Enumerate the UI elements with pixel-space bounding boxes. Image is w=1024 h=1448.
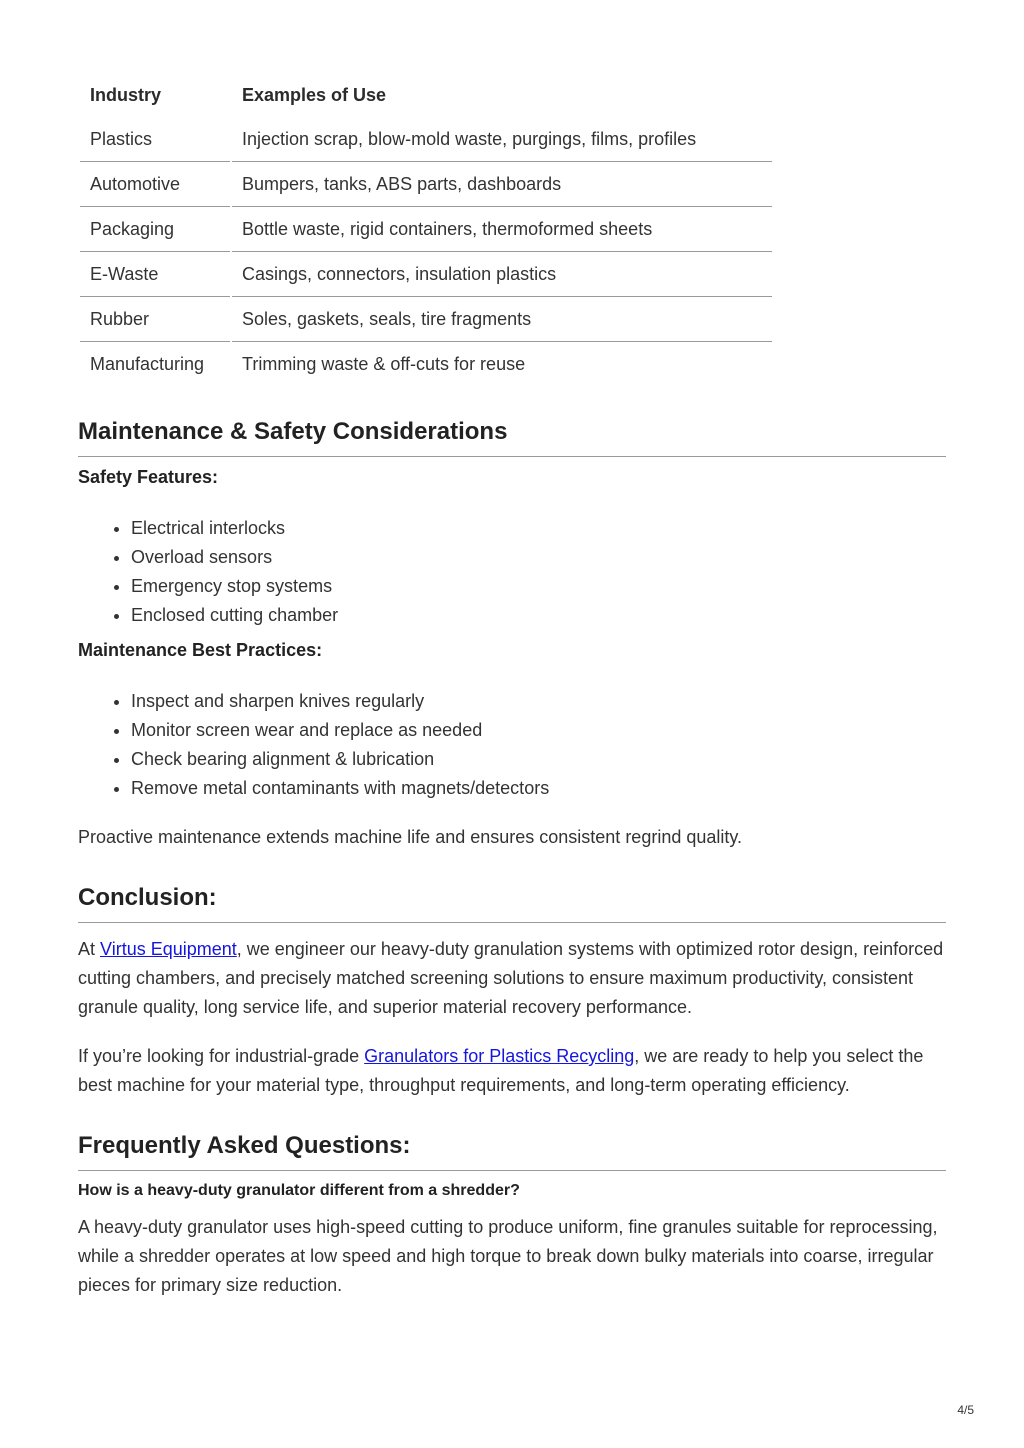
industry-examples-table — [78, 73, 774, 386]
section-heading-faq: Frequently Asked Questions: — [78, 1132, 946, 1171]
faq-answer-1: A heavy-duty granulator uses high-speed cutting to produce uniform, fine granules suitable for reprocessing, while a shredder operates at low speed and high torque to break down bulky materials into coarse, irregular pieces for primary size reduction. — [78, 1217, 938, 1295]
faq-question-1: How is a heavy-duty granulator different from a shredder? — [78, 1182, 520, 1199]
paragraph-text: At — [78, 939, 101, 959]
table-cell-examples: Bottle waste, rigid containers, thermoformed sheets — [232, 207, 772, 252]
table-cell-industry: Automotive — [80, 162, 230, 207]
maintenance-closing-paragraph: Proactive maintenance extends machine life and ensures consistent regrind quality. — [78, 827, 743, 847]
virtus-equipment-link[interactable]: Virtus Equipment — [100, 939, 237, 959]
paragraph-text: If you’re looking for industrial-grade — [78, 1046, 365, 1066]
granulators-plastics-recycling-link[interactable]: Granulators for Plastics Recycling — [364, 1046, 635, 1066]
list-item: • Check bearing alignment & lubrication — [131, 745, 946, 774]
page-number-indicator: 4/5 — [957, 1403, 974, 1417]
list-item: • Inspect and sharpen knives regularly — [131, 687, 946, 716]
conclusion-paragraph-1 — [78, 935, 946, 1022]
maintenance-practices-label: Maintenance Best Practices: — [78, 640, 323, 660]
table-cell-industry: Plastics — [80, 117, 230, 162]
table-header-industry: Industry — [90, 85, 162, 105]
list-item: • Enclosed cutting chamber — [131, 601, 946, 630]
table-row — [80, 342, 772, 386]
conclusion-paragraph-2 — [78, 1042, 946, 1100]
section-heading-maintenance-safety: Maintenance & Safety Considerations — [78, 418, 946, 457]
table-cell-industry: Rubber — [80, 297, 230, 342]
list-item: • Monitor screen wear and replace as needed — [131, 716, 946, 745]
table-cell-examples: Injection scrap, blow-mold waste, purgings, films, profiles — [232, 117, 772, 162]
table-row — [80, 297, 772, 342]
list-item: • Electrical interlocks — [131, 514, 946, 543]
table-cell-industry: Manufacturing — [90, 354, 205, 374]
safety-features-label: Safety Features: — [78, 467, 219, 487]
table-cell-examples: Casings, connectors, insulation plastics — [232, 252, 772, 297]
safety-features-list — [78, 514, 946, 630]
maintenance-practices-list — [78, 687, 946, 803]
table-cell-examples: Trimming waste & off-cuts for reuse — [242, 354, 526, 374]
table-cell-industry: Packaging — [80, 207, 230, 252]
section-heading-conclusion: Conclusion: — [78, 884, 946, 923]
table-cell-examples: Soles, gaskets, seals, tire fragments — [232, 297, 772, 342]
table-cell-industry: E-Waste — [80, 252, 230, 297]
table-cell-examples: Bumpers, tanks, ABS parts, dashboards — [232, 162, 772, 207]
table-header-examples: Examples of Use — [242, 85, 387, 105]
table-header-row — [80, 73, 772, 117]
list-item: • Overload sensors — [131, 543, 946, 572]
table-row — [80, 117, 772, 162]
paragraph-text: , we engineer our heavy-duty granulation systems with optimized rotor design, reinforced cutting chambers, and precisely matched screening solutions to ensure maximum productivity, consistent granule quality, long service life, and superior material recovery performance. — [78, 939, 944, 1017]
list-item: • Remove metal contaminants with magnets/detectors — [131, 774, 946, 803]
table-row — [80, 162, 772, 207]
table-row — [80, 207, 772, 252]
paragraph-text: , we are ready to help you select the best machine for your material type, throughput requirements, and long-term operating efficiency. — [78, 1046, 924, 1095]
table-row — [80, 252, 772, 297]
list-item: • Emergency stop systems — [131, 572, 946, 601]
